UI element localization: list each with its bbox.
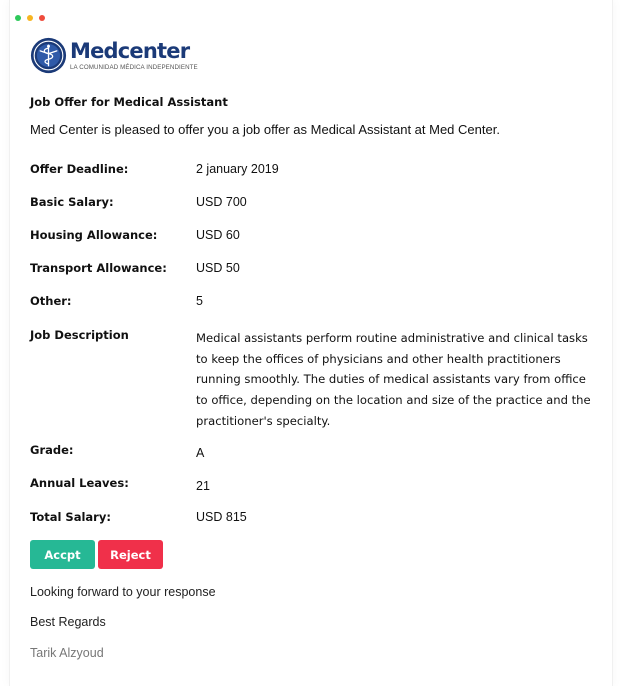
field-label: Total Salary: [30,510,111,524]
field-label: Job Description [30,328,129,342]
field-label: Other: [30,294,72,308]
field-value: A [196,446,205,460]
field-value: USD 50 [196,261,240,275]
field-label: Grade: [30,443,74,457]
accept-button[interactable]: Accpt [30,540,95,569]
close-dot[interactable] [15,15,21,21]
offer-intro: Med Center is pleased to offer you a job offer as Medical Assistant at Med Center. [30,122,500,137]
field-value: USD 700 [196,195,247,209]
medcenter-emblem-icon [30,37,67,74]
maximize-dot[interactable] [39,15,45,21]
field-label: Transport Allowance: [30,261,167,275]
field-value: 21 [196,479,210,493]
field-value: 2 january 2019 [196,162,279,176]
field-label: Offer Deadline: [30,162,129,176]
signature: Tarik Alzyoud [30,646,104,660]
email-frame [9,0,613,686]
brand-tagline: LA COMUNIDAD MÉDICA INDEPENDIENTE [70,64,198,71]
brand-name: Medcenter [70,39,190,63]
reject-button[interactable]: Reject [98,540,163,569]
minimize-dot[interactable] [27,15,33,21]
closing-line: Looking forward to your response [30,585,216,599]
field-label: Annual Leaves: [30,476,129,490]
field-label: Basic Salary: [30,195,114,209]
field-value: 5 [196,294,203,308]
field-value: USD 60 [196,228,240,242]
closing-regards: Best Regards [30,615,106,629]
offer-title: Job Offer for Medical Assistant [30,95,228,109]
field-label: Housing Allowance: [30,228,158,242]
field-value: USD 815 [196,510,247,524]
job-description-text: Medical assistants perform routine administrative and clinical tasks to keep the offices of physicians and other health practitioners running smoothly. The duties of medical assistants vary from office to office, depending on the location and size of the practice and the practitioner's specialty. [196,331,591,428]
window-controls [15,15,45,21]
medcenter-logo [30,37,198,74]
